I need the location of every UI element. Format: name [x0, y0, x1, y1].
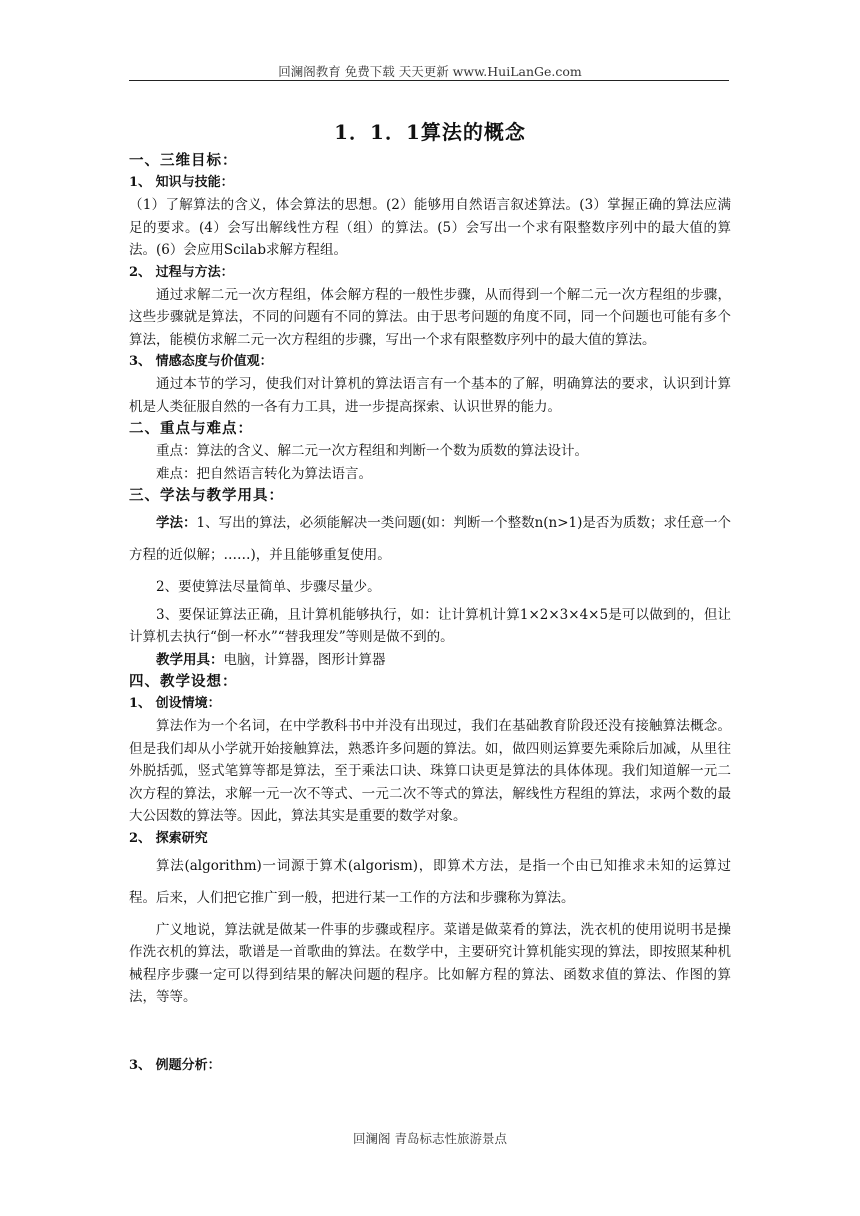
- subheading-knowledge-skills: 1、 知识与技能：: [129, 175, 234, 190]
- subheading-process-method: 2、 过程与方法：: [129, 264, 234, 280]
- section-heading-teaching-plan: 四、教学设想：: [129, 673, 238, 690]
- paragraph-knowledge-skills: （1）了解算法的含义，体会算法的思想。(2）能够用自然语言叙述算法。(3）掌握正确的算法应满足的要求。(4）会写出解线性方程（组）的算法。(5）会写出一个求有限整数序列中的最大值的算法。(6）会应用Scilab求解方程组。: [129, 197, 731, 258]
- subheading-attitude-values: 3、 情感态度与价值观：: [129, 354, 273, 369]
- subheading-create-scenario: 1、 创设情境：: [129, 696, 221, 711]
- paragraph-algorithm-broad: 广义地说，算法就是做某一件事的步骤或程序。菜谱是做菜肴的算法，洗衣机的使用说明书是操作洗衣机的算法，歌谱是一首歌曲的算法。在数学中，主要研究计算机能实现的算法，即按照某种机械程序步骤一定可以得到结果的解决问题的程序。比如解方程的算法、函数求值的算法、作图的算法，等等。: [129, 921, 731, 1005]
- header-divider: [129, 80, 729, 81]
- document-body: [129, 150, 731, 1077]
- paragraph-learning-method: [129, 507, 731, 571]
- teaching-tools-label: 教学用具：: [156, 651, 224, 668]
- paragraph-teaching-tools: [129, 649, 731, 672]
- paragraph-difficulty: 难点：把自然语言转化为算法语言。: [156, 465, 372, 482]
- section-heading-objectives: 一、三维目标：: [129, 152, 238, 169]
- page-footer: 回澜阁 青岛标志性旅游景点: [353, 1131, 507, 1146]
- page-header: 回澜阁教育 免费下载 天天更新 www.HuiLanGe.com: [278, 64, 582, 79]
- subheading-example-analysis: 3、 例题分析：: [129, 1057, 221, 1073]
- section-heading-key-points: 二、重点与难点：: [129, 420, 253, 437]
- subheading-explore-research: 2、 探索研究: [129, 830, 208, 846]
- paragraph-process-method: 通过求解二元一次方程组，体会解方程的一般性步骤，从而得到一个解二元一次方程组的步骤，这些步骤就是算法，不同的问题有不同的算法。由于思考问题的角度不同，同一个问题也可能有多个算法，能模仿求解二元一次方程组的步骤，写出一个求有限整数序列中的最大值的算法。: [129, 286, 731, 348]
- paragraph-create-scenario: 算法作为一个名词，在中学教科书中并没有出现过，我们在基础教育阶段还没有接触算法概念。但是我们却从小学就开始接触算法，熟悉许多问题的算法。如，做四则运算要先乘除后加减，从里往外脱括弧，竖式笔算等都是算法，至于乘法口诀、珠算口诀更是算法的具体体现。我们知道解一元二次方程的算法，求解一元一次不等式、一元二次不等式的算法，解线性方程组的算法，求两个数的最大公因数的算法等。因此，算法其实是重要的数学对象。: [129, 718, 731, 824]
- learning-method-text: 1、写出的算法，必须能解决一类问题(如：判断一个整数n(n>1)是否为质数；求任意一个方程的近似解；……)，并且能够重复使用。: [129, 515, 731, 563]
- learning-method-label: 学法：: [156, 515, 197, 531]
- paragraph-key-point: 重点：算法的含义、解二元一次方程组和判断一个数为质数的算法设计。: [156, 443, 588, 459]
- paragraph-algorithm-origin: 算法(algorithm)一词源于算术(algorism)，即算术方法，是指一个由已知推求未知的运算过程。后来，人们把它推广到一般，把进行某一工作的方法和步骤称为算法。: [129, 857, 731, 906]
- teaching-tools-text: 电脑，计算器，图形计算器: [223, 651, 386, 668]
- paragraph-attitude-values: 通过本节的学习，使我们对计算机的算法语言有一个基本的了解，明确算法的要求，认识到计算机是人类征服自然的一各有力工具，进一步提高探索、认识世界的能力。: [129, 376, 731, 415]
- section-heading-methods-tools: 三、学法与教学用具：: [129, 487, 284, 504]
- paragraph-method-item-3: 3、要保证算法正确，且计算机能够执行，如：让计算机计算1×2×3×4×5是可以做到的，但让计算机去执行“倒一杯水”“替我理发”等则是做不到的。: [129, 606, 731, 645]
- document-title: 1．1．1算法的概念: [334, 120, 526, 144]
- paragraph-method-item-2: 2、要使算法尽量简单、步骤尽量少。: [156, 579, 381, 595]
